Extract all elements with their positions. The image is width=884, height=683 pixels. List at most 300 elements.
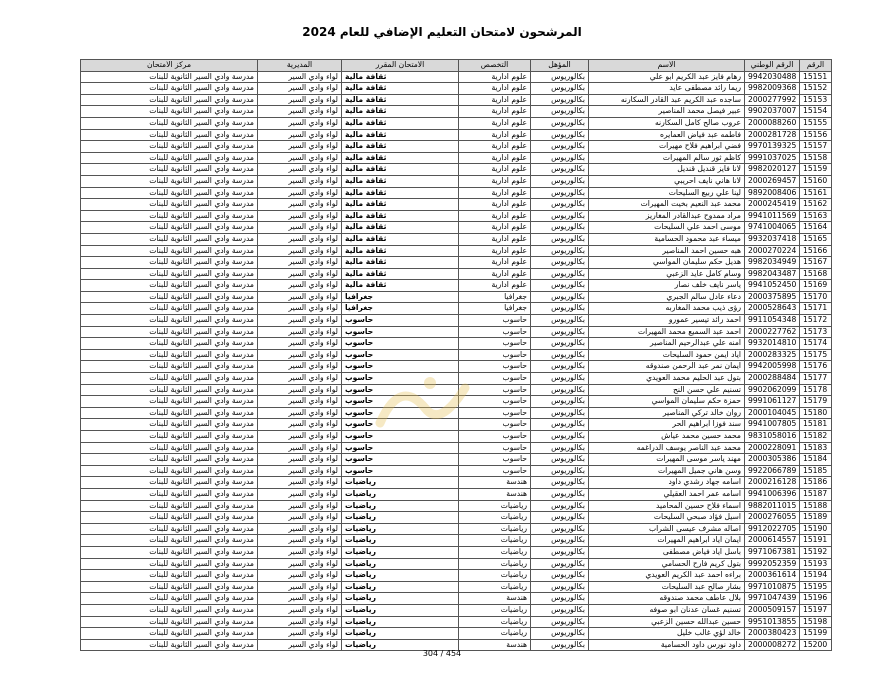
cell-qualification: بكالوريوس	[531, 604, 589, 616]
cell-qualification: بكالوريوس	[531, 233, 589, 245]
cell-name: لينا علي ربيع السليحات	[589, 187, 745, 199]
cell-exam: حاسوب	[342, 431, 459, 443]
cell-national-id: 9941052450	[745, 280, 800, 292]
cell-name: ايمان اياد ابراهيم المهيرات	[589, 535, 745, 547]
cell-name: بلال عاطف محمد صندوقه	[589, 593, 745, 605]
cell-directorate: لواء وادي السير	[258, 210, 342, 222]
table-row	[81, 280, 832, 292]
cell-directorate: لواء وادي السير	[258, 303, 342, 315]
cell-exam: حاسوب	[342, 419, 459, 431]
cell-exam-center: مدرسة وادي السير الثانوية للبنات	[81, 71, 258, 83]
table-row	[81, 523, 832, 535]
cell-specialization: حاسوب	[459, 338, 531, 350]
cell-specialization: علوم ادارية	[459, 257, 531, 269]
cell-exam-center: مدرسة وادي السير الثانوية للبنات	[81, 373, 258, 385]
col-header-name: الاسم	[589, 60, 745, 72]
cell-serial: 15177	[800, 373, 832, 385]
cell-qualification: بكالوريوس	[531, 349, 589, 361]
cell-exam-center: مدرسة وادي السير الثانوية للبنات	[81, 141, 258, 153]
cell-national-id: 9831058016	[745, 431, 800, 443]
cell-exam-center: مدرسة وادي السير الثانوية للبنات	[81, 233, 258, 245]
cell-national-id: 9912022705	[745, 523, 800, 535]
cell-serial: 15187	[800, 488, 832, 500]
cell-name: رهام فايز عبد الكريم ابو علي	[589, 71, 745, 83]
cell-qualification: بكالوريوس	[531, 581, 589, 593]
cell-serial: 15159	[800, 164, 832, 176]
cell-national-id: 2000281728	[745, 129, 800, 141]
cell-directorate: لواء وادي السير	[258, 315, 342, 327]
cell-serial: 15197	[800, 604, 832, 616]
cell-directorate: لواء وادي السير	[258, 512, 342, 524]
cell-directorate: لواء وادي السير	[258, 407, 342, 419]
cell-serial: 15173	[800, 326, 832, 338]
cell-exam-center: مدرسة وادي السير الثانوية للبنات	[81, 535, 258, 547]
cell-exam: رياضيات	[342, 488, 459, 500]
cell-national-id: 9932037418	[745, 233, 800, 245]
table-row	[81, 349, 832, 361]
table-row	[81, 616, 832, 628]
cell-directorate: لواء وادي السير	[258, 419, 342, 431]
cell-qualification: بكالوريوس	[531, 500, 589, 512]
cell-qualification: بكالوريوس	[531, 419, 589, 431]
cell-serial: 15186	[800, 477, 832, 489]
cell-specialization: حاسوب	[459, 465, 531, 477]
col-header-exam: الامتحان المقرر	[342, 60, 459, 72]
cell-qualification: بكالوريوس	[531, 373, 589, 385]
cell-exam: رياضيات	[342, 558, 459, 570]
cell-exam: جغرافيا	[342, 291, 459, 303]
cell-qualification: بكالوريوس	[531, 442, 589, 454]
cell-qualification: بكالوريوس	[531, 280, 589, 292]
cell-directorate: لواء وادي السير	[258, 280, 342, 292]
cell-directorate: لواء وادي السير	[258, 639, 342, 651]
cell-qualification: بكالوريوس	[531, 303, 589, 315]
cell-directorate: لواء وادي السير	[258, 268, 342, 280]
cell-name: روان خالد تركي المناصير	[589, 407, 745, 419]
cell-directorate: لواء وادي السير	[258, 558, 342, 570]
cell-exam: رياضيات	[342, 616, 459, 628]
table-row	[81, 199, 832, 211]
table-row	[81, 593, 832, 605]
table-row	[81, 94, 832, 106]
cell-exam: رياضيات	[342, 628, 459, 640]
table-row	[81, 546, 832, 558]
cell-qualification: بكالوريوس	[531, 187, 589, 199]
table-row	[81, 303, 832, 315]
cell-national-id: 2000361614	[745, 570, 800, 582]
cell-national-id: 2000614557	[745, 535, 800, 547]
cell-serial: 15183	[800, 442, 832, 454]
cell-national-id: 2000375895	[745, 291, 800, 303]
cell-exam-center: مدرسة وادي السير الثانوية للبنات	[81, 523, 258, 535]
cell-specialization: علوم ادارية	[459, 71, 531, 83]
cell-national-id: 2000276055	[745, 512, 800, 524]
cell-directorate: لواء وادي السير	[258, 431, 342, 443]
cell-specialization: هندسة	[459, 477, 531, 489]
cell-directorate: لواء وادي السير	[258, 442, 342, 454]
cell-name: ياسر نايف خلف نصار	[589, 280, 745, 292]
cell-directorate: لواء وادي السير	[258, 257, 342, 269]
cell-national-id: 2000380423	[745, 628, 800, 640]
cell-qualification: بكالوريوس	[531, 222, 589, 234]
cell-specialization: علوم ادارية	[459, 233, 531, 245]
cell-qualification: بكالوريوس	[531, 488, 589, 500]
cell-exam-center: مدرسة وادي السير الثانوية للبنات	[81, 326, 258, 338]
cell-directorate: لواء وادي السير	[258, 616, 342, 628]
table-header-row	[81, 60, 832, 72]
cell-qualification: بكالوريوس	[531, 83, 589, 95]
cell-national-id: 9982034949	[745, 257, 800, 269]
cell-exam: ثقافة مالية	[342, 187, 459, 199]
cell-specialization: حاسوب	[459, 315, 531, 327]
cell-name: اسامه جهاد رشدي داود	[589, 477, 745, 489]
cell-exam: ثقافة مالية	[342, 199, 459, 211]
cell-exam: جغرافيا	[342, 303, 459, 315]
cell-exam: حاسوب	[342, 384, 459, 396]
table-row	[81, 152, 832, 164]
cell-name: خالد لؤي غالب خليل	[589, 628, 745, 640]
cell-serial: 15190	[800, 523, 832, 535]
cell-directorate: لواء وادي السير	[258, 535, 342, 547]
cell-exam-center: مدرسة وادي السير الثانوية للبنات	[81, 268, 258, 280]
table-row	[81, 396, 832, 408]
cell-name: براءه احمد عبد الكريم العويدي	[589, 570, 745, 582]
cell-national-id: 9941007805	[745, 419, 800, 431]
table-row	[81, 407, 832, 419]
cell-exam-center: مدرسة وادي السير الثانوية للبنات	[81, 419, 258, 431]
cell-exam-center: مدرسة وادي السير الثانوية للبنات	[81, 488, 258, 500]
cell-qualification: بكالوريوس	[531, 326, 589, 338]
cell-exam-center: مدرسة وادي السير الثانوية للبنات	[81, 245, 258, 257]
cell-specialization: رياضيات	[459, 581, 531, 593]
cell-qualification: بكالوريوس	[531, 523, 589, 535]
cell-specialization: رياضيات	[459, 616, 531, 628]
table-row	[81, 233, 832, 245]
col-header-directorate: المديرية	[258, 60, 342, 72]
cell-qualification: بكالوريوس	[531, 431, 589, 443]
cell-specialization: علوم ادارية	[459, 268, 531, 280]
cell-name: كاظم ثور سالم المهيرات	[589, 152, 745, 164]
cell-serial: 15160	[800, 175, 832, 187]
cell-exam: ثقافة مالية	[342, 164, 459, 176]
cell-serial: 15191	[800, 535, 832, 547]
cell-qualification: بكالوريوس	[531, 535, 589, 547]
cell-serial: 15151	[800, 71, 832, 83]
cell-exam-center: مدرسة وادي السير الثانوية للبنات	[81, 117, 258, 129]
cell-name: بتول عبد الحليم محمد العويدي	[589, 373, 745, 385]
cell-name: هديل حكم سليمان المواسي	[589, 257, 745, 269]
cell-name: عبير فيصل محمد المناصير	[589, 106, 745, 118]
cell-national-id: 2000270224	[745, 245, 800, 257]
cell-national-id: 2000088260	[745, 117, 800, 129]
cell-exam: رياضيات	[342, 570, 459, 582]
cell-national-id: 2000227762	[745, 326, 800, 338]
cell-directorate: لواء وادي السير	[258, 233, 342, 245]
table-row	[81, 570, 832, 582]
cell-exam: ثقافة مالية	[342, 280, 459, 292]
cell-serial: 15169	[800, 280, 832, 292]
cell-specialization: علوم ادارية	[459, 117, 531, 129]
cell-qualification: بكالوريوس	[531, 315, 589, 327]
cell-exam: رياضيات	[342, 639, 459, 651]
cell-exam-center: مدرسة وادي السير الثانوية للبنات	[81, 546, 258, 558]
cell-specialization: حاسوب	[459, 431, 531, 443]
cell-name: امنه علي عبدالرحيم المناصير	[589, 338, 745, 350]
cell-directorate: لواء وادي السير	[258, 164, 342, 176]
cell-exam-center: مدرسة وادي السير الثانوية للبنات	[81, 454, 258, 466]
cell-national-id: 9882011015	[745, 500, 800, 512]
cell-specialization: علوم ادارية	[459, 222, 531, 234]
cell-national-id: 9892008406	[745, 187, 800, 199]
cell-exam: ثقافة مالية	[342, 222, 459, 234]
cell-exam-center: مدرسة وادي السير الثانوية للبنات	[81, 175, 258, 187]
cell-directorate: لواء وادي السير	[258, 245, 342, 257]
cell-exam: ثقافة مالية	[342, 233, 459, 245]
cell-national-id: 9942005998	[745, 361, 800, 373]
cell-qualification: بكالوريوس	[531, 628, 589, 640]
cell-national-id: 9902037007	[745, 106, 800, 118]
cell-serial: 15192	[800, 546, 832, 558]
table-row	[81, 338, 832, 350]
cell-name: مراد ممدوح عبدالقادر المغاريز	[589, 210, 745, 222]
cell-serial: 15178	[800, 384, 832, 396]
cell-serial: 15162	[800, 199, 832, 211]
cell-serial: 15165	[800, 233, 832, 245]
cell-serial: 15167	[800, 257, 832, 269]
cell-serial: 15164	[800, 222, 832, 234]
cell-exam-center: مدرسة وادي السير الثانوية للبنات	[81, 303, 258, 315]
cell-directorate: لواء وادي السير	[258, 477, 342, 489]
cell-specialization: حاسوب	[459, 396, 531, 408]
table-row	[81, 164, 832, 176]
cell-qualification: بكالوريوس	[531, 175, 589, 187]
cell-directorate: لواء وادي السير	[258, 222, 342, 234]
cell-serial: 15188	[800, 500, 832, 512]
cell-qualification: بكالوريوس	[531, 477, 589, 489]
cell-name: ميساء عبد محمود الحسامية	[589, 233, 745, 245]
cell-name: حمزة حكم سليمان المواسي	[589, 396, 745, 408]
cell-name: لانا فايز قنديل قنديل	[589, 164, 745, 176]
table-row	[81, 117, 832, 129]
table-row	[81, 291, 832, 303]
cell-specialization: هندسة	[459, 488, 531, 500]
cell-name: هبه حسين احمد المناصير	[589, 245, 745, 257]
cell-specialization: حاسوب	[459, 349, 531, 361]
cell-specialization: علوم ادارية	[459, 199, 531, 211]
cell-national-id: 2000509157	[745, 604, 800, 616]
table-row	[81, 454, 832, 466]
table-row	[81, 465, 832, 477]
cell-exam-center: مدرسة وادي السير الثانوية للبنات	[81, 604, 258, 616]
page-number: 304 / 454	[422, 649, 462, 658]
cell-name: ريما رائد مصطفى عايد	[589, 83, 745, 95]
cell-national-id: 9941011569	[745, 210, 800, 222]
cell-exam: رياضيات	[342, 500, 459, 512]
cell-serial: 15182	[800, 431, 832, 443]
cell-serial: 15153	[800, 94, 832, 106]
table-row	[81, 488, 832, 500]
cell-qualification: بكالوريوس	[531, 268, 589, 280]
cell-exam: ثقافة مالية	[342, 71, 459, 83]
table-row	[81, 245, 832, 257]
cell-name: اصاله مشرف عيسى الشراب	[589, 523, 745, 535]
cell-exam-center: مدرسة وادي السير الثانوية للبنات	[81, 407, 258, 419]
cell-name: اسماء فلاح حسين المحاميد	[589, 500, 745, 512]
cell-exam: رياضيات	[342, 546, 459, 558]
cell-serial: 15155	[800, 117, 832, 129]
cell-name: رؤى ذيب محمد المغاربه	[589, 303, 745, 315]
cell-national-id: 2000528643	[745, 303, 800, 315]
cell-exam-center: مدرسة وادي السير الثانوية للبنات	[81, 222, 258, 234]
cell-name: سند فوزا ابراهيم الحر	[589, 419, 745, 431]
table-row	[81, 175, 832, 187]
cell-specialization: علوم ادارية	[459, 245, 531, 257]
cell-name: بتول كريم فارح الحسامي	[589, 558, 745, 570]
cell-national-id: 2000269457	[745, 175, 800, 187]
cell-qualification: بكالوريوس	[531, 546, 589, 558]
cell-exam-center: مدرسة وادي السير الثانوية للبنات	[81, 361, 258, 373]
cell-national-id: 9941006396	[745, 488, 800, 500]
cell-exam-center: مدرسة وادي السير الثانوية للبنات	[81, 570, 258, 582]
table-row	[81, 141, 832, 153]
cell-serial: 15161	[800, 187, 832, 199]
cell-name: داود نورس داود الحسامية	[589, 639, 745, 651]
cell-name: احمد رائد تيسير عمورو	[589, 315, 745, 327]
cell-name: محمد عبد الناصر يوسف الدراغمه	[589, 442, 745, 454]
col-header-exam-center: مركز الامتحان	[81, 60, 258, 72]
table-row	[81, 257, 832, 269]
table-row	[81, 419, 832, 431]
cell-exam-center: مدرسة وادي السير الثانوية للبنات	[81, 639, 258, 651]
cell-serial: 15171	[800, 303, 832, 315]
cell-directorate: لواء وادي السير	[258, 465, 342, 477]
table-row	[81, 628, 832, 640]
cell-serial: 15185	[800, 465, 832, 477]
cell-exam-center: مدرسة وادي السير الثانوية للبنات	[81, 291, 258, 303]
cell-directorate: لواء وادي السير	[258, 546, 342, 558]
cell-name: دعاء عادل سالم الجبري	[589, 291, 745, 303]
cell-serial: 15181	[800, 419, 832, 431]
table-row	[81, 442, 832, 454]
cell-directorate: لواء وادي السير	[258, 396, 342, 408]
table-row	[81, 71, 832, 83]
cell-exam-center: مدرسة وادي السير الثانوية للبنات	[81, 500, 258, 512]
cell-directorate: لواء وادي السير	[258, 83, 342, 95]
cell-national-id: 9991061127	[745, 396, 800, 408]
cell-specialization: علوم ادارية	[459, 152, 531, 164]
cell-directorate: لواء وادي السير	[258, 152, 342, 164]
cell-national-id: 9911054348	[745, 315, 800, 327]
col-header-serial: الرقم	[800, 60, 832, 72]
cell-name: محمد حسين محمد عياش	[589, 431, 745, 443]
cell-serial: 15168	[800, 268, 832, 280]
cell-exam-center: مدرسة وادي السير الثانوية للبنات	[81, 199, 258, 211]
cell-name: وسام كامل عايد الزعبي	[589, 268, 745, 280]
table-row	[81, 431, 832, 443]
cell-qualification: بكالوريوس	[531, 106, 589, 118]
cell-national-id: 2000228091	[745, 442, 800, 454]
col-header-national-id: الرقم الوطني	[745, 60, 800, 72]
cell-exam: ثقافة مالية	[342, 257, 459, 269]
cell-serial: 15174	[800, 338, 832, 350]
cell-qualification: بكالوريوس	[531, 245, 589, 257]
cell-qualification: بكالوريوس	[531, 141, 589, 153]
table-row	[81, 604, 832, 616]
cell-exam: ثقافة مالية	[342, 83, 459, 95]
cell-serial: 15196	[800, 593, 832, 605]
table-row	[81, 373, 832, 385]
cell-qualification: بكالوريوس	[531, 291, 589, 303]
cell-specialization: جغرافيا	[459, 291, 531, 303]
cell-specialization: علوم ادارية	[459, 141, 531, 153]
cell-national-id: 9971067381	[745, 546, 800, 558]
cell-directorate: لواء وادي السير	[258, 581, 342, 593]
cell-exam-center: مدرسة وادي السير الثانوية للبنات	[81, 94, 258, 106]
cell-directorate: لواء وادي السير	[258, 500, 342, 512]
cell-serial: 15166	[800, 245, 832, 257]
cell-national-id: 9971047439	[745, 593, 800, 605]
cell-serial: 15152	[800, 83, 832, 95]
cell-exam-center: مدرسة وادي السير الثانوية للبنات	[81, 257, 258, 269]
cell-specialization: حاسوب	[459, 419, 531, 431]
cell-exam: ثقافة مالية	[342, 106, 459, 118]
cell-specialization: حاسوب	[459, 442, 531, 454]
cell-exam: رياضيات	[342, 512, 459, 524]
cell-name: فاطمه عبد فياض العمايره	[589, 129, 745, 141]
cell-qualification: بكالوريوس	[531, 639, 589, 651]
cell-exam: حاسوب	[342, 442, 459, 454]
cell-exam: ثقافة مالية	[342, 152, 459, 164]
cell-name: ايمان نمر عبد الرحمن صندوقه	[589, 361, 745, 373]
cell-serial: 15158	[800, 152, 832, 164]
cell-exam: حاسوب	[342, 373, 459, 385]
cell-exam: رياضيات	[342, 581, 459, 593]
cell-exam-center: مدرسة وادي السير الثانوية للبنات	[81, 315, 258, 327]
cell-directorate: لواء وادي السير	[258, 199, 342, 211]
cell-qualification: بكالوريوس	[531, 117, 589, 129]
cell-national-id: 2000008272	[745, 639, 800, 651]
cell-directorate: لواء وادي السير	[258, 106, 342, 118]
cell-national-id: 9970139325	[745, 141, 800, 153]
cell-specialization: حاسوب	[459, 454, 531, 466]
cell-serial: 15156	[800, 129, 832, 141]
cell-national-id: 9971010875	[745, 581, 800, 593]
cell-specialization: علوم ادارية	[459, 210, 531, 222]
cell-qualification: بكالوريوس	[531, 465, 589, 477]
cell-name: بشار صالح عبد السليحات	[589, 581, 745, 593]
cell-directorate: لواء وادي السير	[258, 488, 342, 500]
cell-qualification: بكالوريوس	[531, 593, 589, 605]
cell-exam: ثقافة مالية	[342, 129, 459, 141]
cell-national-id: 2000288484	[745, 373, 800, 385]
cell-specialization: علوم ادارية	[459, 187, 531, 199]
cell-qualification: بكالوريوس	[531, 407, 589, 419]
cell-specialization: حاسوب	[459, 407, 531, 419]
cell-specialization: حاسوب	[459, 373, 531, 385]
cell-national-id: 2000104045	[745, 407, 800, 419]
cell-exam-center: مدرسة وادي السير الثانوية للبنات	[81, 628, 258, 640]
cell-exam: حاسوب	[342, 407, 459, 419]
cell-qualification: بكالوريوس	[531, 94, 589, 106]
cell-serial: 15176	[800, 361, 832, 373]
cell-specialization: رياضيات	[459, 535, 531, 547]
cell-serial: 15198	[800, 616, 832, 628]
cell-directorate: لواء وادي السير	[258, 628, 342, 640]
table-row	[81, 315, 832, 327]
cell-qualification: بكالوريوس	[531, 338, 589, 350]
cell-exam-center: مدرسة وادي السير الثانوية للبنات	[81, 152, 258, 164]
cell-exam: ثقافة مالية	[342, 245, 459, 257]
